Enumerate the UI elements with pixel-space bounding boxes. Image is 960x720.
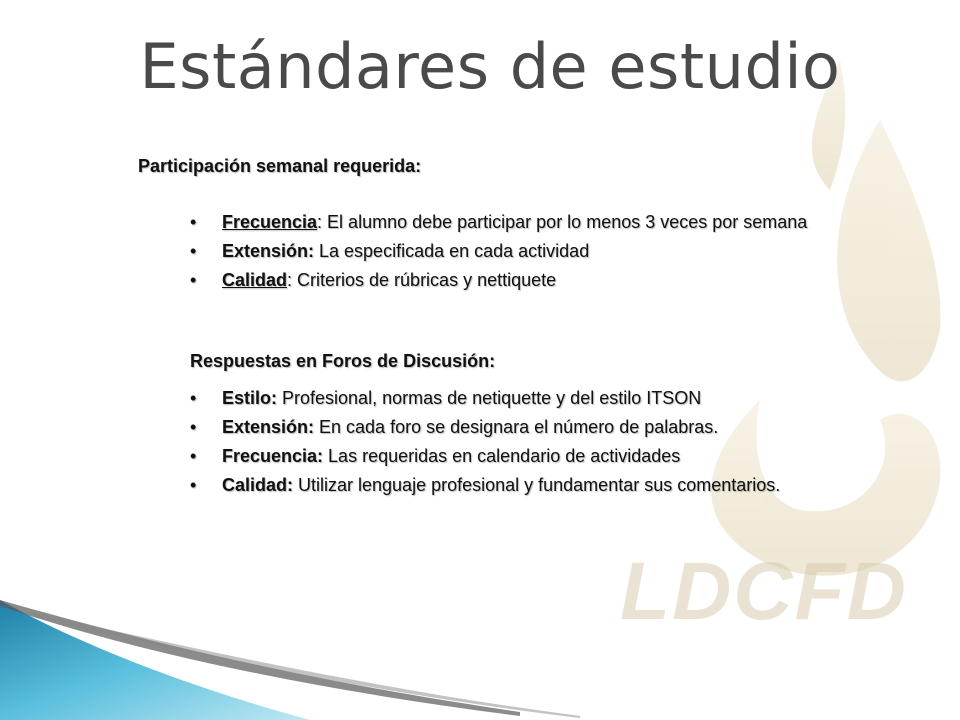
- list-item: [190, 267, 812, 293]
- bullet-icon: •: [190, 241, 197, 261]
- list-item: [190, 442, 812, 471]
- item-label: Extensión:: [222, 417, 315, 437]
- item-text: Profesional, normas de netiquette y del estilo ITSON: [277, 388, 702, 408]
- item-text: : El alumno debe participar por lo menos 3 veces por semana: [317, 212, 808, 232]
- list-item: [190, 384, 812, 413]
- item-label: Frecuencia:: [222, 446, 324, 466]
- item-label: Frecuencia: [222, 212, 318, 232]
- bullet-icon: •: [190, 388, 197, 408]
- section2-list: [190, 384, 812, 500]
- bullet-icon: •: [190, 212, 197, 232]
- section1-list: [190, 209, 812, 296]
- list-item: [190, 471, 812, 500]
- slide-title: Estándares de estudio: [139, 30, 841, 103]
- list-item: [190, 209, 812, 235]
- ldcfd-logo-watermark: LDCFD: [620, 546, 908, 637]
- section2-heading: Respuestas en Foros de Discusión:: [190, 351, 496, 371]
- list-item: [190, 413, 812, 442]
- item-text: : Criterios de rúbricas y nettiquete: [287, 270, 557, 290]
- item-text: Las requeridas en calendario de actividades: [323, 446, 681, 466]
- item-label: Extensión:: [222, 241, 315, 261]
- item-text: La especificada en cada actividad: [314, 241, 590, 261]
- bullet-icon: •: [190, 417, 197, 437]
- item-label: Calidad: [222, 270, 288, 290]
- item-label: Estilo:: [222, 388, 278, 408]
- list-item: [190, 238, 812, 264]
- bullet-icon: •: [190, 475, 197, 495]
- bullet-icon: •: [190, 446, 197, 466]
- item-text: En cada foro se designara el número de palabras.: [314, 417, 719, 437]
- section1-heading: Participación semanal requerida:: [138, 156, 422, 176]
- bullet-icon: •: [190, 270, 197, 290]
- item-text: Utilizar lenguaje profesional y fundamentar sus comentarios.: [293, 475, 781, 495]
- item-label: Calidad:: [222, 475, 294, 495]
